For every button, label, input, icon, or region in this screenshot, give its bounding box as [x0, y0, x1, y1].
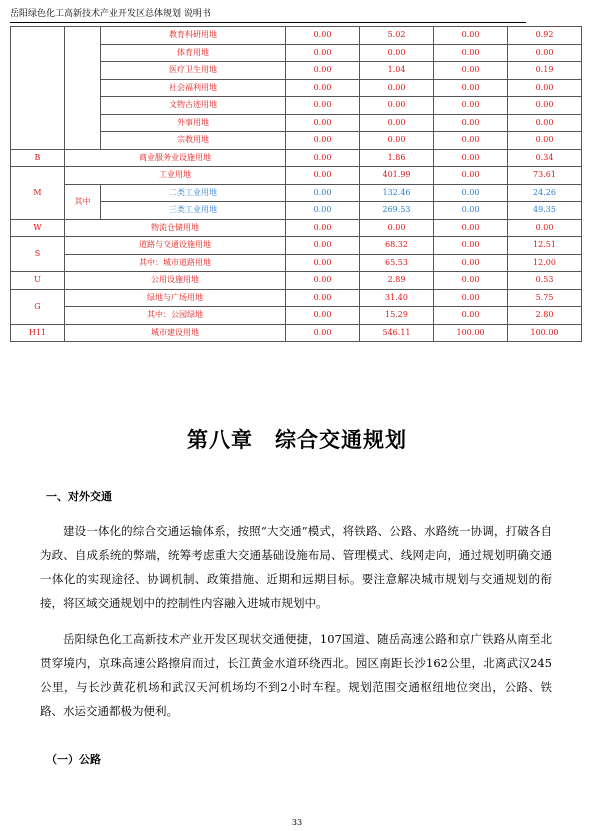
- category-code-cell: W: [11, 219, 65, 237]
- body-paragraph: 建设一体化的综合交通运输体系，按照“大交通”模式，将铁路、公路、水路统一协调，打破各自为政、自成系统的弊端，统筹考虑重大交通基础设施布局、管理模式、线网走向，通过规划明确交通一体化的实现途径、协调机制、政策措施、近期和远期目标。要注意解决城市规划与交通规划的衔接，将区域交通规划中的控制性内容融入进城市规划中。: [40, 524, 552, 610]
- value-cell: 0.00: [360, 44, 434, 62]
- value-cell: 0.00: [508, 44, 582, 62]
- value-cell: 0.00: [286, 184, 360, 202]
- table-row: [11, 324, 582, 342]
- value-cell: 0.00: [286, 62, 360, 80]
- body-paragraph: 岳阳绿色化工高新技术产业开发区现状交通便捷，107国道、随岳高速公路和京广铁路从南至北贯穿境内，京珠高速公路擦肩而过，长江黄金水道环绕西北。园区南距长沙162公里，北离武汉245公里，与长沙黄花机场和武汉天河机场均不到2小时车程。规划范围交通枢纽地位突出，公路、铁路、水运交通都极为便利。: [40, 632, 552, 718]
- value-cell: 0.00: [286, 97, 360, 115]
- value-cell: 401.99: [360, 167, 434, 185]
- value-cell: 0.00: [434, 237, 508, 255]
- value-cell: 0.00: [286, 272, 360, 290]
- category-code-cell: H11: [11, 324, 65, 342]
- value-cell: 0.00: [434, 167, 508, 185]
- land-use-name: 社会福利用地: [101, 79, 286, 97]
- value-cell: 0.00: [360, 114, 434, 132]
- value-cell: 0.00: [360, 79, 434, 97]
- land-use-name: 工业用地: [65, 167, 286, 185]
- land-use-name: 宗教用地: [101, 132, 286, 150]
- land-use-name: 公用设施用地: [65, 272, 286, 290]
- land-use-name: 教育科研用地: [101, 27, 286, 45]
- value-cell: 0.00: [286, 44, 360, 62]
- value-cell: 0.00: [508, 132, 582, 150]
- value-cell: 132.46: [360, 184, 434, 202]
- value-cell: 546.11: [360, 324, 434, 342]
- value-cell: 0.19: [508, 62, 582, 80]
- table-row: [11, 167, 582, 185]
- value-cell: 0.00: [434, 149, 508, 167]
- land-use-name: 道路与交通设施用地: [65, 237, 286, 255]
- value-cell: 269.53: [360, 202, 434, 220]
- land-use-name: 绿地与广场用地: [65, 289, 286, 307]
- chapter-title: 第八章 综合交通规划: [187, 427, 407, 452]
- sub-category-cell: [65, 27, 101, 150]
- value-cell: 0.00: [286, 27, 360, 45]
- value-cell: 49.35: [508, 202, 582, 220]
- value-cell: 0.00: [286, 114, 360, 132]
- table-row: [11, 237, 582, 255]
- table-row: [11, 289, 582, 307]
- value-cell: 1.86: [360, 149, 434, 167]
- table-row: [11, 219, 582, 237]
- section-heading: 一、对外交通: [46, 490, 112, 503]
- land-use-name: 其中：公园绿地: [65, 307, 286, 325]
- value-cell: 0.00: [286, 79, 360, 97]
- value-cell: 0.00: [434, 272, 508, 290]
- land-use-name: 物流仓储用地: [65, 219, 286, 237]
- value-cell: 12.00: [508, 254, 582, 272]
- table-row: [11, 184, 582, 202]
- value-cell: 73.61: [508, 167, 582, 185]
- value-cell: 0.00: [508, 97, 582, 115]
- land-use-name: 三类工业用地: [101, 202, 286, 220]
- value-cell: 5.02: [360, 27, 434, 45]
- page-number: 33: [291, 818, 303, 827]
- value-cell: 0.00: [286, 307, 360, 325]
- value-cell: 0.00: [434, 44, 508, 62]
- land-use-name: 城市建设用地: [65, 324, 286, 342]
- subsection-heading: （一）公路: [46, 753, 101, 766]
- value-cell: 0.00: [434, 202, 508, 220]
- value-cell: 0.00: [508, 79, 582, 97]
- value-cell: 68.32: [360, 237, 434, 255]
- category-code-cell: G: [11, 289, 65, 324]
- value-cell: 5.75: [508, 289, 582, 307]
- value-cell: 0.00: [434, 97, 508, 115]
- table-row: [11, 254, 582, 272]
- land-use-name: 其中：城市道路用地: [65, 254, 286, 272]
- value-cell: 0.00: [434, 62, 508, 80]
- value-cell: 0.00: [286, 202, 360, 220]
- value-cell: 0.00: [434, 27, 508, 45]
- value-cell: 65.53: [360, 254, 434, 272]
- value-cell: 2.89: [360, 272, 434, 290]
- sub-category-cell: 其中: [65, 184, 101, 219]
- value-cell: 0.00: [434, 307, 508, 325]
- value-cell: 0.00: [286, 132, 360, 150]
- category-code-cell: [11, 27, 65, 150]
- category-code-cell: U: [11, 272, 65, 290]
- value-cell: 0.00: [360, 132, 434, 150]
- value-cell: 0.00: [286, 254, 360, 272]
- table-row: [11, 272, 582, 290]
- value-cell: 0.00: [360, 219, 434, 237]
- land-use-name: 商业服务业设施用地: [65, 149, 286, 167]
- value-cell: 0.00: [508, 219, 582, 237]
- value-cell: 0.00: [508, 114, 582, 132]
- category-code-cell: M: [11, 167, 65, 220]
- value-cell: 0.34: [508, 149, 582, 167]
- land-use-name: 体育用地: [101, 44, 286, 62]
- category-code-cell: S: [11, 237, 65, 272]
- value-cell: 100.00: [508, 324, 582, 342]
- value-cell: 0.00: [434, 79, 508, 97]
- land-use-name: 医疗卫生用地: [101, 62, 286, 80]
- land-use-name: 外事用地: [101, 114, 286, 132]
- land-use-name: 二类工业用地: [101, 184, 286, 202]
- value-cell: 0.00: [286, 237, 360, 255]
- value-cell: 0.00: [434, 132, 508, 150]
- value-cell: 31.40: [360, 289, 434, 307]
- running-header: 岳阳绿色化工高新技术产业开发区总体规划 说明书: [10, 6, 526, 23]
- value-cell: 1.04: [360, 62, 434, 80]
- value-cell: 0.00: [434, 114, 508, 132]
- land-use-table: [10, 26, 582, 342]
- value-cell: 0.00: [434, 254, 508, 272]
- value-cell: 0.00: [286, 149, 360, 167]
- table-row: [11, 27, 582, 45]
- value-cell: 24.26: [508, 184, 582, 202]
- value-cell: 0.00: [286, 289, 360, 307]
- value-cell: 0.92: [508, 27, 582, 45]
- table-row: [11, 149, 582, 167]
- value-cell: 0.00: [434, 184, 508, 202]
- value-cell: 100.00: [434, 324, 508, 342]
- value-cell: 0.53: [508, 272, 582, 290]
- value-cell: 0.00: [360, 97, 434, 115]
- value-cell: 0.00: [434, 289, 508, 307]
- value-cell: 0.00: [286, 219, 360, 237]
- value-cell: 0.00: [434, 219, 508, 237]
- table-row: [11, 307, 582, 325]
- value-cell: 0.00: [286, 167, 360, 185]
- value-cell: 15.29: [360, 307, 434, 325]
- land-use-name: 文物古迹用地: [101, 97, 286, 115]
- value-cell: 2.80: [508, 307, 582, 325]
- category-code-cell: B: [11, 149, 65, 167]
- value-cell: 0.00: [286, 324, 360, 342]
- value-cell: 12.51: [508, 237, 582, 255]
